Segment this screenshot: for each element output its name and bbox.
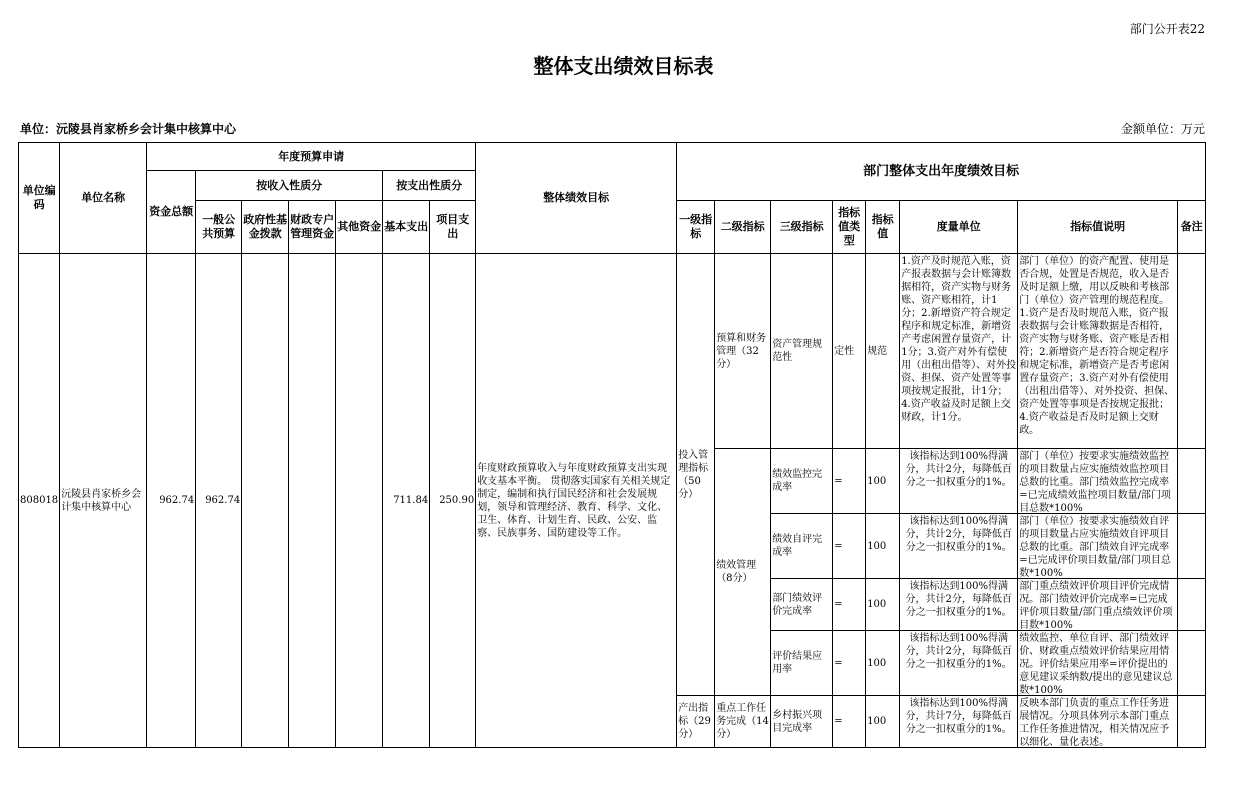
header-unit-code: 单位编码 <box>19 143 60 254</box>
measure-text: 该指标达到100%得满分，共计7分，每降低百分之一扣权重分的1%。 <box>905 697 1012 735</box>
header-overall-goal: 整体绩效目标 <box>476 143 677 254</box>
page-tag: 部门公开表22 <box>1129 22 1205 36</box>
lvl2-cell: 绩效管理（8分） <box>715 449 771 696</box>
measure-cell <box>900 696 1018 748</box>
header-gov-fund: 政府性基金拨款 <box>242 201 289 254</box>
header-val-type: 指标值类型 <box>833 201 866 254</box>
val-type-cell: = <box>833 696 866 748</box>
val-cell: 100 <box>866 696 900 748</box>
remark-cell <box>1178 514 1206 579</box>
lvl1-cell: 产出指标（29分） <box>677 696 715 748</box>
unit-code-cell: 808018 <box>19 254 60 748</box>
remark-cell <box>1178 254 1206 449</box>
measure-cell <box>900 579 1018 631</box>
header-total: 资金总额 <box>147 171 196 254</box>
remark-cell <box>1178 449 1206 514</box>
header-by-expense: 按支出性质分 <box>383 171 476 201</box>
performance-table <box>18 142 1206 748</box>
header-val: 指标值 <box>866 201 900 254</box>
desc-cell <box>1018 449 1178 514</box>
val-cell: 100 <box>866 449 900 514</box>
desc-cell <box>1018 631 1178 696</box>
desc-cell <box>1018 579 1178 631</box>
measure-text: 该指标达到100%得满分，共计2分，每降低百分之一扣权重分的1%。 <box>905 580 1012 618</box>
measure-cell <box>900 449 1018 514</box>
desc-text: 部门（单位）按要求实施绩效自评的项目数量占应实施绩效自评项目总数的比重。部门绩效自评完成率=已完成评价项目数量/部门项目总数*100% <box>1019 515 1171 578</box>
val-type-cell: = <box>833 579 866 631</box>
desc-cell <box>1018 254 1178 449</box>
total-cell: 962.74 <box>147 254 196 748</box>
lvl3-cell: 乡村振兴项目完成率 <box>771 696 833 748</box>
measure-text: 1.资产及时规范入账，资产报表数据与会计账簿数据相符，资产实物与财务账、资产账相符，计1分；2.新增资产符合规定程序和规定标准，新增资产考虑闲置存量资产，计1分；3.资产对外有偿使用（出租出借等）、对外投资、担保、资产处置等事项按规定报批，计1分；4.资产收益及时足额上交财政，计1分。 <box>901 255 1017 423</box>
header-other: 其他资金 <box>336 201 383 254</box>
lvl3-cell: 资产管理规范性 <box>771 254 833 449</box>
header-unit-name: 单位名称 <box>60 143 147 254</box>
unit-label: 单位：沅陵县肖家桥乡会计集中核算中心 <box>20 122 237 136</box>
measure-text: 该指标达到100%得满分，共计2分，每降低百分之一扣权重分的1%。 <box>905 632 1012 670</box>
measure-cell <box>900 514 1018 579</box>
val-cell: 规范 <box>866 254 900 449</box>
page-title: 整体支出绩效目标表 <box>533 54 714 78</box>
val-cell: 100 <box>866 631 900 696</box>
remark-cell <box>1178 579 1206 631</box>
desc-text: 部门重点绩效评价项目评价完成情况。部门绩效评价完成率=已完成评价项目数量/部门重点绩效评价项目数*100% <box>1019 580 1173 630</box>
header-special: 财政专户管理资金 <box>289 201 336 254</box>
header-lvl2: 二级指标 <box>715 201 771 254</box>
header-project: 项目支出 <box>430 201 476 254</box>
lvl3-cell: 部门绩效评价完成率 <box>771 579 833 631</box>
val-type-cell: = <box>833 514 866 579</box>
lvl3-cell: 绩效自评完成率 <box>771 514 833 579</box>
header-lvl1: 一级指标 <box>677 201 715 254</box>
unit-name-cell: 沅陵县肖家桥乡会计集中核算中心 <box>60 254 147 748</box>
gov-fund-cell <box>242 254 289 748</box>
desc-cell <box>1018 514 1178 579</box>
overall-goal-cell: 年度财政预算收入与年度财政预算支出实现收支基本平衡。 贯彻落实国家有关相关规定制定，编制和执行国民经济和社会发展规划，领导和管理经济、教育、科学、文化、卫生、体育、计划生育、民政、公安、监察、民族事务、国防建设等工作。 <box>476 254 677 748</box>
desc-text: 部门（单位）的资产配置、使用是否合规，处置是否规范，收入是否及时足额上缴，用以反映和考核部门（单位）资产管理的规范程度。1.资产是否及时规范入账，资产报表数据与会计账簿数据是否相符，资产实物与财务账、资产账是否相符；2.新增资产是否符合规定程序和规定标准，新增资产是否考虑闲置存量资产；3.资产对外有偿使用（出租出借等）、对外投资、担保、资产处置等事项是否按规定报批；4.资产收益是否及时足额上交财政。 <box>1019 255 1175 436</box>
measure-text: 该指标达到100%得满分，共计2分，每降低百分之一扣权重分的1%。 <box>905 450 1012 488</box>
remark-cell <box>1178 631 1206 696</box>
header-measure: 度量单位 <box>900 201 1018 254</box>
val-type-cell: = <box>833 449 866 514</box>
other-cell <box>336 254 383 748</box>
header-remark: 备注 <box>1178 201 1206 254</box>
money-unit-label: 金额单位：万元 <box>1120 122 1205 136</box>
general-cell: 962.74 <box>196 254 242 748</box>
lvl2-cell: 重点工作任务完成（14分） <box>715 696 771 748</box>
lvl3-cell: 评价结果应用率 <box>771 631 833 696</box>
header-basic: 基本支出 <box>383 201 430 254</box>
remark-cell <box>1178 696 1206 748</box>
measure-cell <box>900 631 1018 696</box>
lvl3-cell: 绩效监控完成率 <box>771 449 833 514</box>
header-lvl3: 三级指标 <box>771 201 833 254</box>
header-dept-goal: 部门整体支出年度绩效目标 <box>677 143 1206 201</box>
val-type-cell: = <box>833 631 866 696</box>
header-desc: 指标值说明 <box>1018 201 1178 254</box>
basic-cell: 711.84 <box>383 254 430 748</box>
val-cell: 100 <box>866 514 900 579</box>
measure-cell <box>900 254 1018 449</box>
header-by-income: 按收入性质分 <box>196 171 383 201</box>
val-cell: 100 <box>866 579 900 631</box>
project-cell: 250.90 <box>430 254 476 748</box>
desc-text: 部门（单位）按要求实施绩效监控的项目数量占应实施绩效监控项目总数的比重。部门绩效监控完成率=已完成绩效监控项目数量/部门项目总数*100% <box>1019 450 1171 513</box>
lvl1-cell: 投入管理指标（50分） <box>677 254 715 696</box>
header-budget-apply: 年度预算申请 <box>147 143 476 171</box>
measure-text: 该指标达到100%得满分，共计2分，每降低百分之一扣权重分的1%。 <box>905 515 1012 553</box>
desc-cell <box>1018 696 1178 748</box>
lvl2-cell: 预算和财务管理（32分） <box>715 254 771 449</box>
desc-text: 反映本部门负责的重点工作任务进展情况。分项具体列示本部门重点工作任务推进情况，相关情况应予以细化、量化表述。 <box>1019 697 1170 747</box>
desc-text: 绩效监控、单位自评、部门绩效评价、财政重点绩效评价结果应用情况。评价结果应用率=评价提出的意见建议采纳数/提出的意见建议总数*100% <box>1019 632 1173 695</box>
special-cell <box>289 254 336 748</box>
header-general: 一般公共预算 <box>196 201 242 254</box>
val-type-cell: 定性 <box>833 254 866 449</box>
